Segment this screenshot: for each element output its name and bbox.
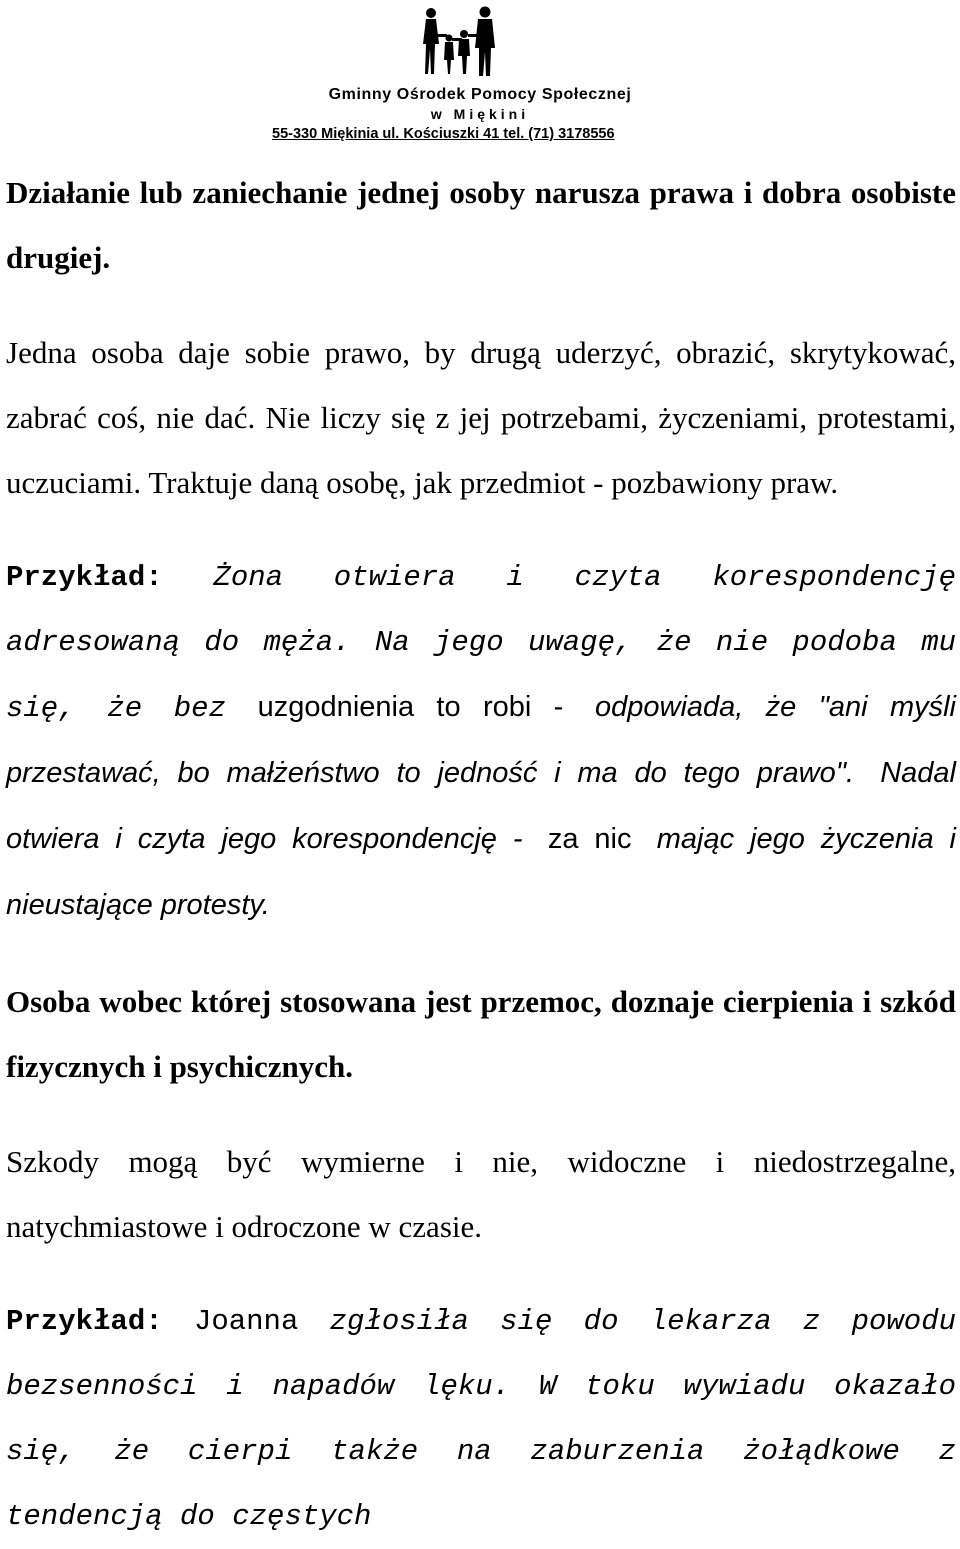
example-label: Przykład: — [6, 561, 163, 594]
paragraph-damages — [6, 1129, 956, 1259]
example-text: uzgodnienia to robi - — [257, 691, 564, 723]
paragraph-text: Szkody mogą być wymierne i nie, widoczne i niedostrzegalne, natychmiastowe i odroczone w czasie. — [6, 1144, 956, 1244]
example-text: zgłosiła się do lekarza z powodu bezsenności i napadów lęku. W toku wywiadu okazało się, że cierpi także na zaburzenia żołądkowe z tendencją do częstych — [6, 1305, 956, 1533]
letterhead — [0, 0, 960, 150]
paragraph-consequence — [6, 969, 956, 1099]
paragraph-text: Nie liczy się z jej potrzebami, życzeniami, protestami, uczuciami. Traktuje daną osobę, jak przedmiot - pozbawiony praw. — [6, 400, 957, 500]
family-silhouette-icon — [419, 4, 501, 80]
paragraph-example-1 — [6, 545, 956, 939]
example-label: Przykład: — [6, 1305, 163, 1338]
paragraph-text: Działanie lub zaniechanie jednej osoby narusza prawa i dobra osobiste drugiej. — [6, 175, 956, 275]
paragraph-example-2 — [6, 1289, 956, 1549]
paragraph-description — [6, 320, 956, 515]
example-text: Nadal otwiera i czyta jego korespondencję - — [6, 757, 956, 855]
example-text: Żona otwiera i czyta korespondencję adresowaną do męża. Na jego uwagę, że nie podoba mu się, że bez — [6, 561, 956, 725]
example-text: mając jego życzenia i nieustające protesty. — [6, 823, 956, 921]
paragraph-definition — [6, 160, 956, 290]
paragraph-text: Osoba wobec której stosowana jest przemoc, doznaje cierpienia i szkód fizycznych i psychicznych. — [6, 984, 956, 1084]
org-name: Gminny Ośrodek Pomocy Społecznej — [328, 86, 632, 103]
example-quote: odpowiada, że "ani myśli przestawać, bo małżeństwo to jedność i ma do tego prawo". — [6, 691, 956, 789]
example-text: Joanna — [193, 1305, 299, 1338]
org-address: 55-330 Miękinia ul. Kościuszki 41 tel. (71) 3178556 — [272, 126, 615, 142]
org-town: w Miękini — [430, 106, 530, 122]
document-body — [6, 160, 956, 1549]
example-text: za nic — [547, 823, 632, 855]
paragraph-text: Jedna osoba daje sobie prawo, by drugą uderzyć, obrazić, skrytykować, zabrać coś, nie dać. — [6, 335, 956, 435]
